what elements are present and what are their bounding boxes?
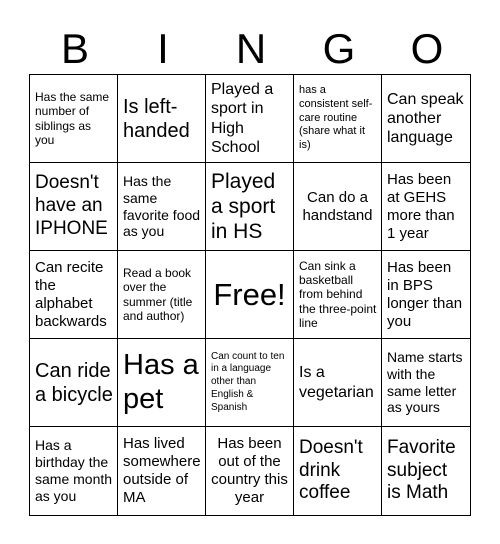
bingo-cell-b5[interactable]: Has a birthday the same month as you (30, 427, 118, 515)
bingo-cell-o4[interactable]: Name starts with the same letter as yours (382, 339, 470, 427)
bingo-cell-b2[interactable]: Doesn't have an IPHONE (30, 163, 118, 251)
bingo-cell-b1[interactable]: Has the same number of siblings as you (30, 75, 118, 163)
bingo-cell-i3[interactable]: Read a book over the summer (title and author) (118, 251, 206, 339)
bingo-cell-o1[interactable]: Can speak another language (382, 75, 470, 163)
bingo-cell-n4[interactable]: Can count to ten in a language other than English & Spanish (206, 339, 294, 427)
header-letter-g: G (322, 25, 356, 72)
bingo-cell-g1[interactable]: has a consistent self-care routine (share what it is) (294, 75, 382, 163)
header-letter-b: B (60, 25, 89, 72)
bingo-cell-b4[interactable]: Can ride a bicycle (30, 339, 118, 427)
bingo-cell-n2[interactable]: Played a sport in HS (206, 163, 294, 251)
bingo-cell-o2[interactable]: Has been at GEHS more than 1 year (382, 163, 470, 251)
bingo-cell-i5[interactable]: Has lived somewhere outside of MA (118, 427, 206, 515)
bingo-cell-i2[interactable]: Has the same favorite food as you (118, 163, 206, 251)
bingo-cell-i1[interactable]: Is left-handed (118, 75, 206, 163)
bingo-cell-g3[interactable]: Can sink a basketball from behind the three-point line (294, 251, 382, 339)
bingo-cell-n5[interactable]: Has been out of the country this year (206, 427, 294, 515)
bingo-cell-g4[interactable]: Is a vegetarian (294, 339, 382, 427)
bingo-cell-b3[interactable]: Can recite the alphabet backwards (30, 251, 118, 339)
bingo-cell-o5[interactable]: Favorite subject is Math (387, 436, 456, 504)
bingo-board (29, 74, 471, 516)
header-letter-n: N (235, 25, 267, 72)
header-letter-i: I (157, 25, 169, 72)
bingo-cell-free[interactable]: Free! (206, 251, 294, 339)
bingo-cell-n1[interactable]: Played a sport in High School (206, 75, 294, 163)
bingo-cell-o3[interactable]: Has been in BPS longer than you (382, 251, 470, 339)
header-letter-o: O (410, 25, 444, 72)
bingo-cell-i4[interactable]: Has a pet (118, 339, 206, 427)
bingo-cell-g2[interactable]: Can do a handstand (294, 163, 382, 251)
bingo-cell-g5[interactable]: Doesn't drink coffee (294, 427, 382, 515)
bingo-header (31, 24, 471, 74)
